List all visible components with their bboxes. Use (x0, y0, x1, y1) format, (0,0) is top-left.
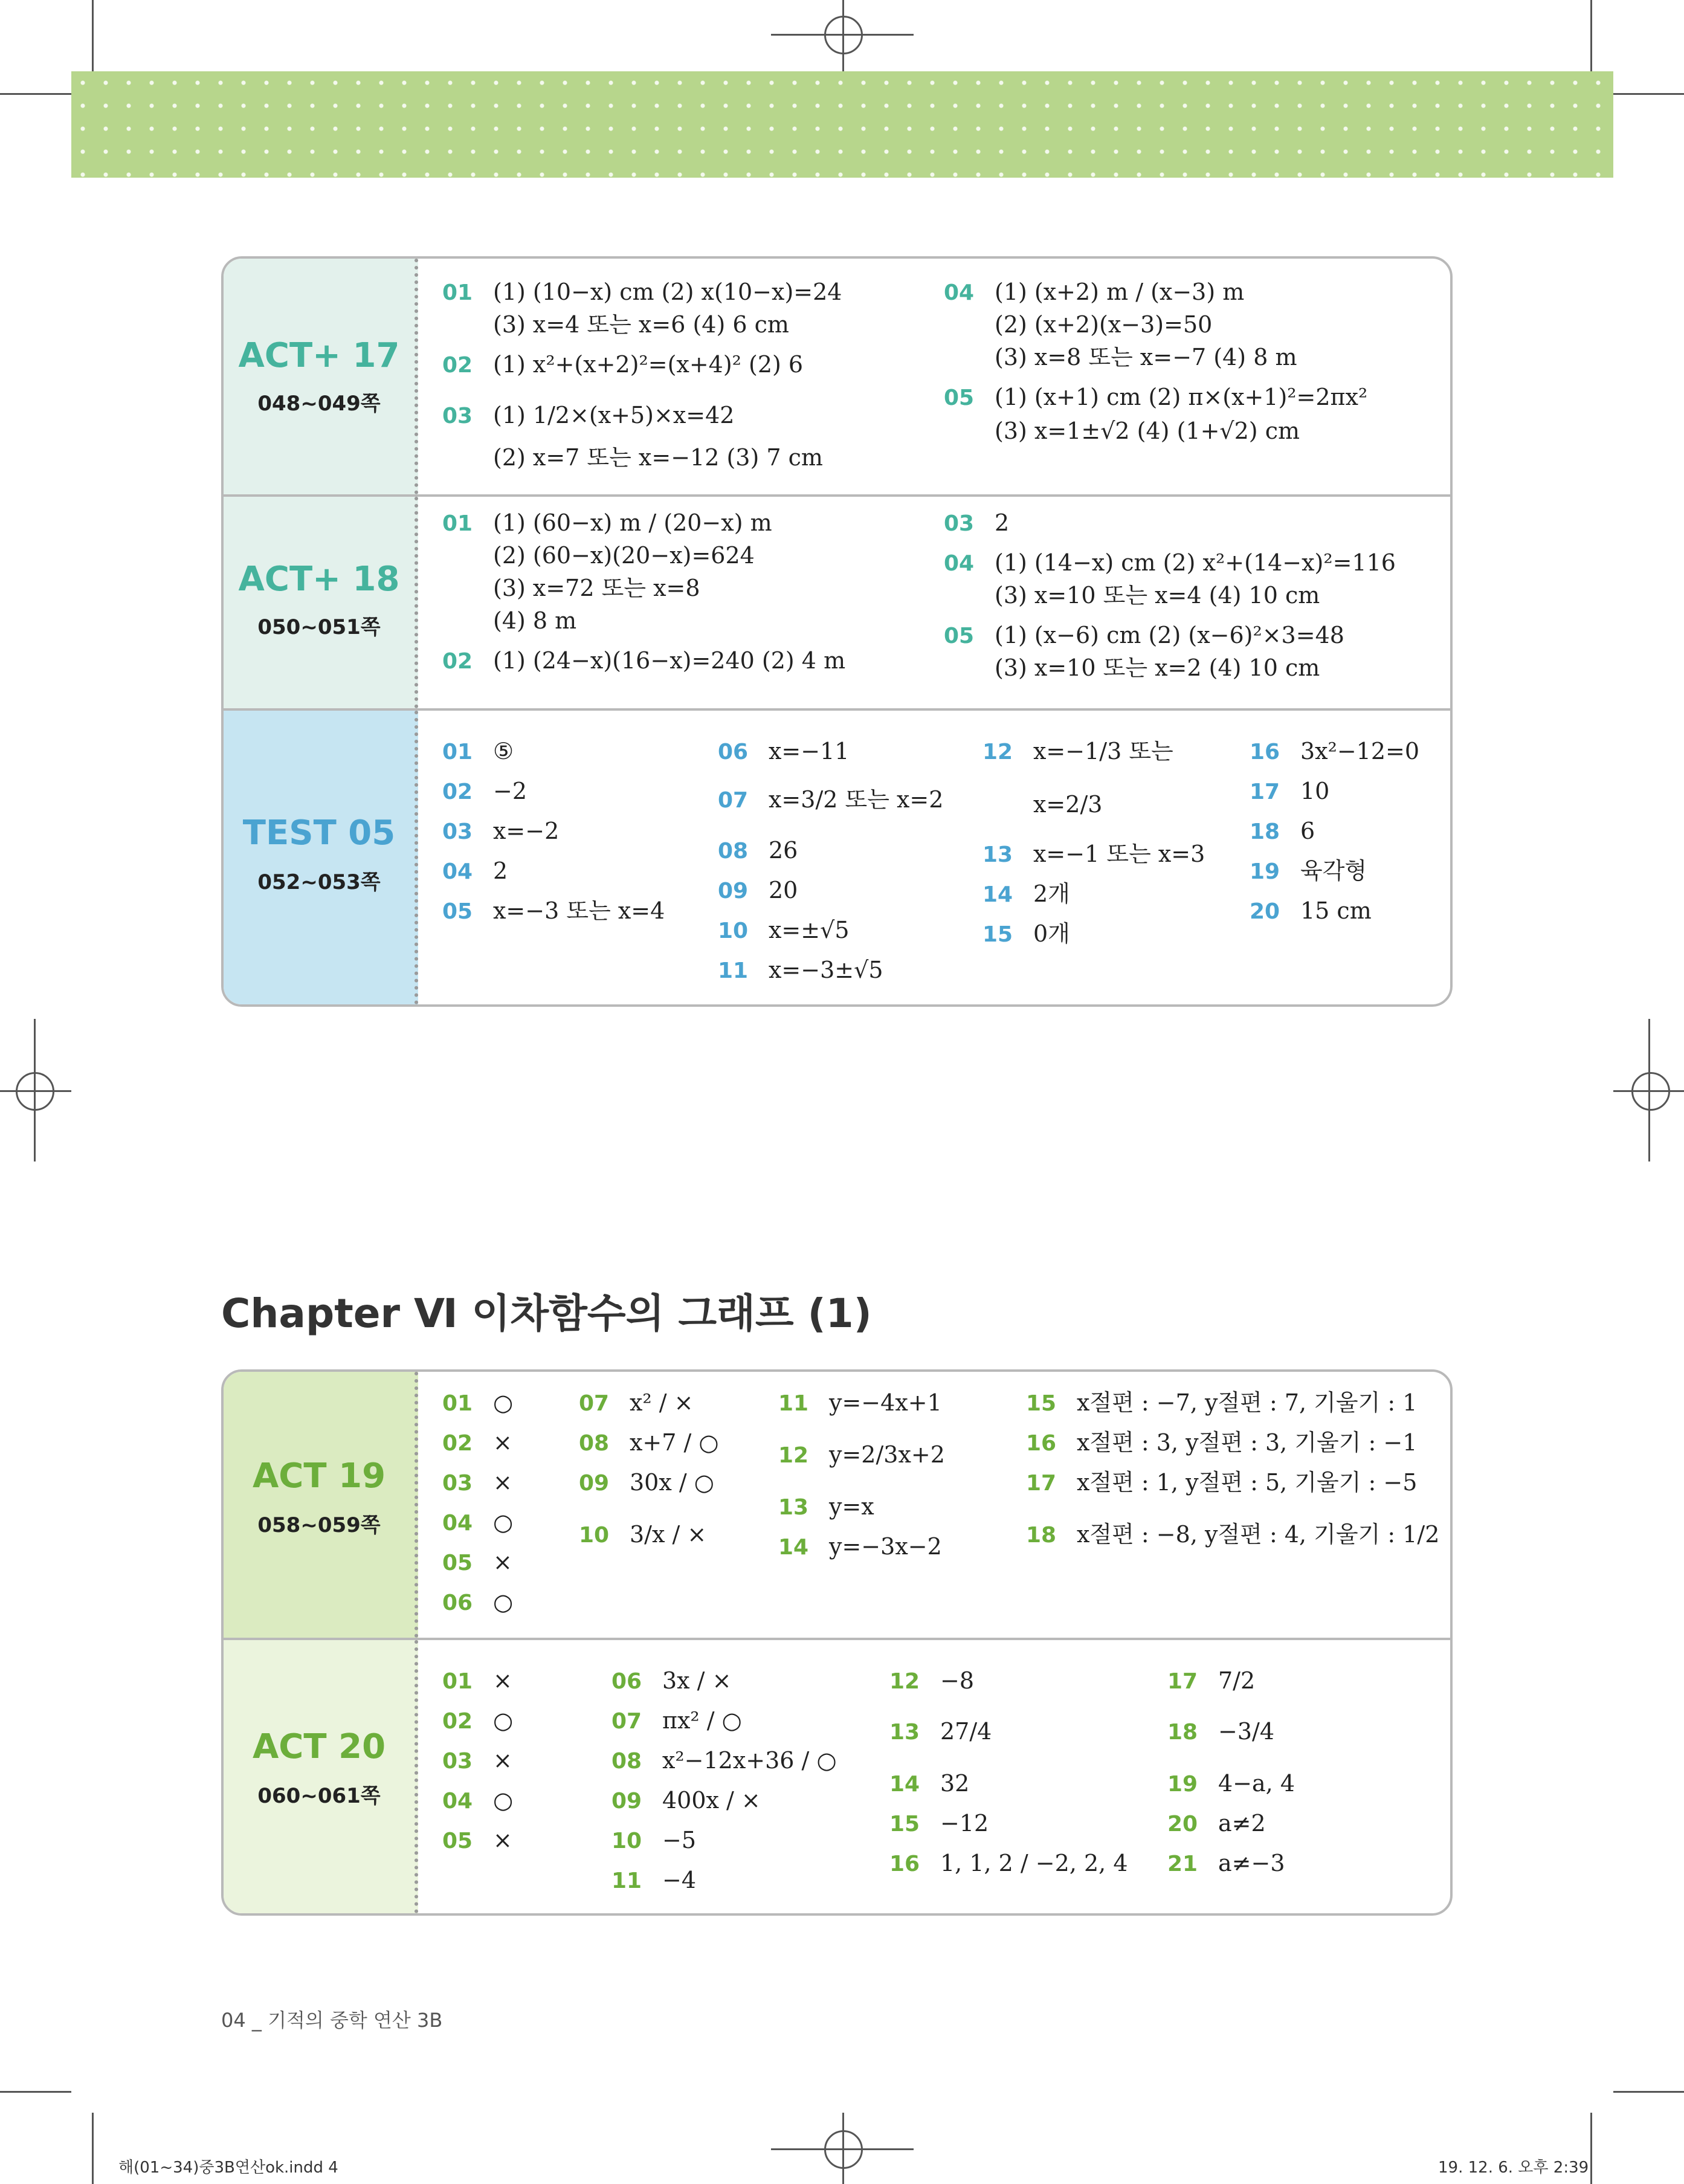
section-title: ACT+ 17 (238, 336, 400, 375)
crop-mark (34, 1019, 36, 1161)
answer-line: 02 (1) (24−x)(16−x)=240 (2) 4 m (442, 647, 846, 674)
section-pages: 052~053쪽 (257, 870, 381, 894)
page-footer: 04 _ 기적의 중학 연산 3B (221, 2009, 443, 2032)
answer-item: 12 −8 (889, 1667, 975, 1694)
answer-item: 06 x=−11 (718, 738, 850, 764)
answer-item: 14 y=−3x−2 (778, 1533, 942, 1560)
answer-item: 20 a≠2 (1167, 1810, 1266, 1837)
section-title: ACT+ 18 (238, 560, 400, 599)
answer-item: 02 −2 (442, 778, 527, 804)
answer-item: 16 x절편 : 3, y절편 : 3, 기울기 : −1 (1026, 1429, 1418, 1456)
answer-line: (2) (x+2)(x−3)=50 (995, 311, 1213, 338)
answer-line: (3) x=8 또는 x=−7 (4) 8 m (995, 344, 1297, 370)
answer-line: (3) x=4 또는 x=6 (4) 6 cm (493, 311, 789, 338)
answer-item: 09 20 (718, 877, 798, 903)
answer-item: 13 y=x (778, 1493, 874, 1520)
answer-line: (3) x=1±√2 (4) (1+√2) cm (995, 418, 1300, 444)
answer-item: 05 x=−3 또는 x=4 (442, 897, 665, 924)
section-title: TEST 05 (242, 813, 396, 853)
answer-item: 17 x절편 : 1, y절편 : 5, 기울기 : −5 (1026, 1469, 1418, 1496)
section-label (224, 1640, 418, 1913)
answer-item: 03 x=−2 (442, 818, 560, 844)
answer-item: 04 ○ (442, 1509, 514, 1536)
answer-item: 15 −12 (889, 1810, 989, 1837)
crop-mark (842, 0, 844, 71)
answer-item: 08 x+7 / ○ (579, 1429, 719, 1456)
crop-mark (1590, 0, 1592, 71)
answer-box-2 (221, 1369, 1453, 1916)
answer-item: 11 y=−4x+1 (778, 1389, 942, 1416)
section-pages: 060~061쪽 (257, 1784, 381, 1808)
answer-item: 06 3x / × (611, 1667, 732, 1694)
answer-item: 01 × (442, 1667, 512, 1694)
section-test-05 (224, 711, 1450, 1004)
crop-mark (842, 2113, 844, 2184)
answer-line: 02 (1) x²+(x+2)²=(x+4)² (2) 6 (442, 351, 804, 378)
answer-item: 15 0개 (982, 920, 1070, 947)
answer-line: (2) x=7 또는 x=−12 (3) 7 cm (493, 444, 823, 471)
answer-item: 04 2 (442, 858, 508, 884)
answer-item: 10 −5 (611, 1827, 697, 1853)
answer-item: 18 x절편 : −8, y절편 : 4, 기울기 : 1/2 (1026, 1521, 1440, 1548)
answer-item: 03 × (442, 1747, 512, 1774)
answer-item: 18 6 (1250, 818, 1315, 844)
crop-mark (92, 2113, 94, 2184)
answer-item: 05 × (442, 1827, 512, 1853)
print-slug-left: 해(01~34)중3B연산ok.indd 4 (118, 2159, 338, 2177)
section-title: ACT 20 (252, 1727, 386, 1766)
section-act-plus-17 (224, 259, 1450, 494)
answer-item: 20 15 cm (1250, 897, 1372, 924)
answer-item: 19 4−a, 4 (1167, 1770, 1295, 1797)
answer-item: 04 ○ (442, 1787, 514, 1814)
answer-box-1 (221, 256, 1453, 1007)
crop-mark (92, 0, 94, 71)
answer-item: 17 10 (1250, 778, 1330, 804)
answer-item: 12 y=2/3x+2 (778, 1441, 945, 1468)
answer-item: 19 육각형 (1250, 858, 1367, 884)
chapter-heading: Chapter Ⅵ 이차함수의 그래프 (1) (221, 1290, 872, 1337)
section-label (224, 497, 418, 708)
answer-item: 21 a≠−3 (1167, 1850, 1285, 1876)
answer-item: 16 3x²−12=0 (1250, 738, 1420, 764)
answer-item: 14 32 (889, 1770, 970, 1797)
answer-line: (3) x=72 또는 x=8 (493, 575, 700, 601)
answer-line: 04 (1) (14−x) cm (2) x²+(14−x)²=116 (944, 549, 1396, 576)
answer-line: (3) x=10 또는 x=4 (4) 10 cm (995, 582, 1320, 609)
crop-mark (1613, 2091, 1684, 2093)
answer-item: 12 x=−1/3 또는 (982, 738, 1173, 764)
answer-item: 15 x절편 : −7, y절편 : 7, 기울기 : 1 (1026, 1389, 1418, 1416)
answer-item: 05 × (442, 1549, 512, 1575)
answer-item: 07 x² / × (579, 1389, 694, 1416)
answer-line: (2) (60−x)(20−x)=624 (493, 542, 755, 569)
answer-item: 16 1, 1, 2 / −2, 2, 4 (889, 1850, 1128, 1876)
section-pages: 058~059쪽 (257, 1513, 381, 1537)
answer-item: 08 26 (718, 837, 798, 864)
answer-item: 10 x=±√5 (718, 917, 850, 943)
answer-line: (3) x=10 또는 x=2 (4) 10 cm (995, 654, 1320, 681)
answer-line: (4) 8 m (493, 607, 577, 634)
answer-item: 08 x²−12x+36 / ○ (611, 1747, 837, 1774)
answer-item: 17 7/2 (1167, 1667, 1256, 1694)
crop-mark (0, 2091, 71, 2093)
section-pages: 050~051쪽 (257, 615, 381, 639)
answer-item: 13 27/4 (889, 1718, 992, 1745)
crop-mark (0, 93, 71, 95)
print-slug-right: 19. 12. 6. 오후 2:39 (1438, 2159, 1589, 2177)
answer-item: 13 x=−1 또는 x=3 (982, 841, 1205, 867)
answer-line: 05 (1) (x+1) cm (2) π×(x+1)²=2πx² (944, 384, 1368, 410)
section-act-20 (224, 1640, 1450, 1913)
answer-item: 07 x=3/2 또는 x=2 (718, 786, 944, 813)
crop-mark (0, 1090, 71, 1092)
answer-line: 03 2 (944, 509, 1010, 536)
crop-mark (1613, 93, 1684, 95)
answer-item: 11 −4 (611, 1867, 697, 1893)
answer-item: 02 × (442, 1429, 512, 1456)
answer-item: 07 πx² / ○ (611, 1707, 742, 1734)
answer-line: 04 (1) (x+2) m / (x−3) m (944, 279, 1245, 305)
section-label (224, 1372, 418, 1638)
answer-item: 09 400x / × (611, 1787, 761, 1814)
answer-item: 14 2개 (982, 880, 1070, 907)
answer-item: 09 30x / ○ (579, 1469, 714, 1496)
crop-mark (1590, 2113, 1592, 2184)
crop-mark (1648, 1019, 1650, 1161)
answer-item: 11 x=−3±√5 (718, 957, 883, 983)
section-act-plus-18 (224, 497, 1450, 708)
answer-item: 18 −3/4 (1167, 1718, 1274, 1745)
answer-item: 06 ○ (442, 1589, 514, 1615)
answer-item: x=2/3 (1033, 791, 1103, 818)
answer-item: 01 ⑤ (442, 738, 514, 764)
answer-line: 01 (1) (60−x) m / (20−x) m (442, 509, 772, 536)
answer-line: 05 (1) (x−6) cm (2) (x−6)²×3=48 (944, 622, 1344, 648)
answer-item: 02 ○ (442, 1707, 514, 1734)
answer-item: 03 × (442, 1469, 512, 1496)
section-act-19 (224, 1372, 1450, 1638)
section-pages: 048~049쪽 (257, 392, 381, 416)
answer-line: 01 (1) (10−x) cm (2) x(10−x)=24 (442, 279, 842, 305)
section-title: ACT 19 (252, 1456, 386, 1496)
answer-item: 10 3/x / × (579, 1521, 707, 1548)
section-label (224, 259, 418, 494)
header-banner (71, 71, 1613, 178)
answer-item: 01 ○ (442, 1389, 514, 1416)
answer-line: 03 (1) 1/2×(x+5)×x=42 (442, 402, 735, 428)
section-label (224, 711, 418, 1004)
